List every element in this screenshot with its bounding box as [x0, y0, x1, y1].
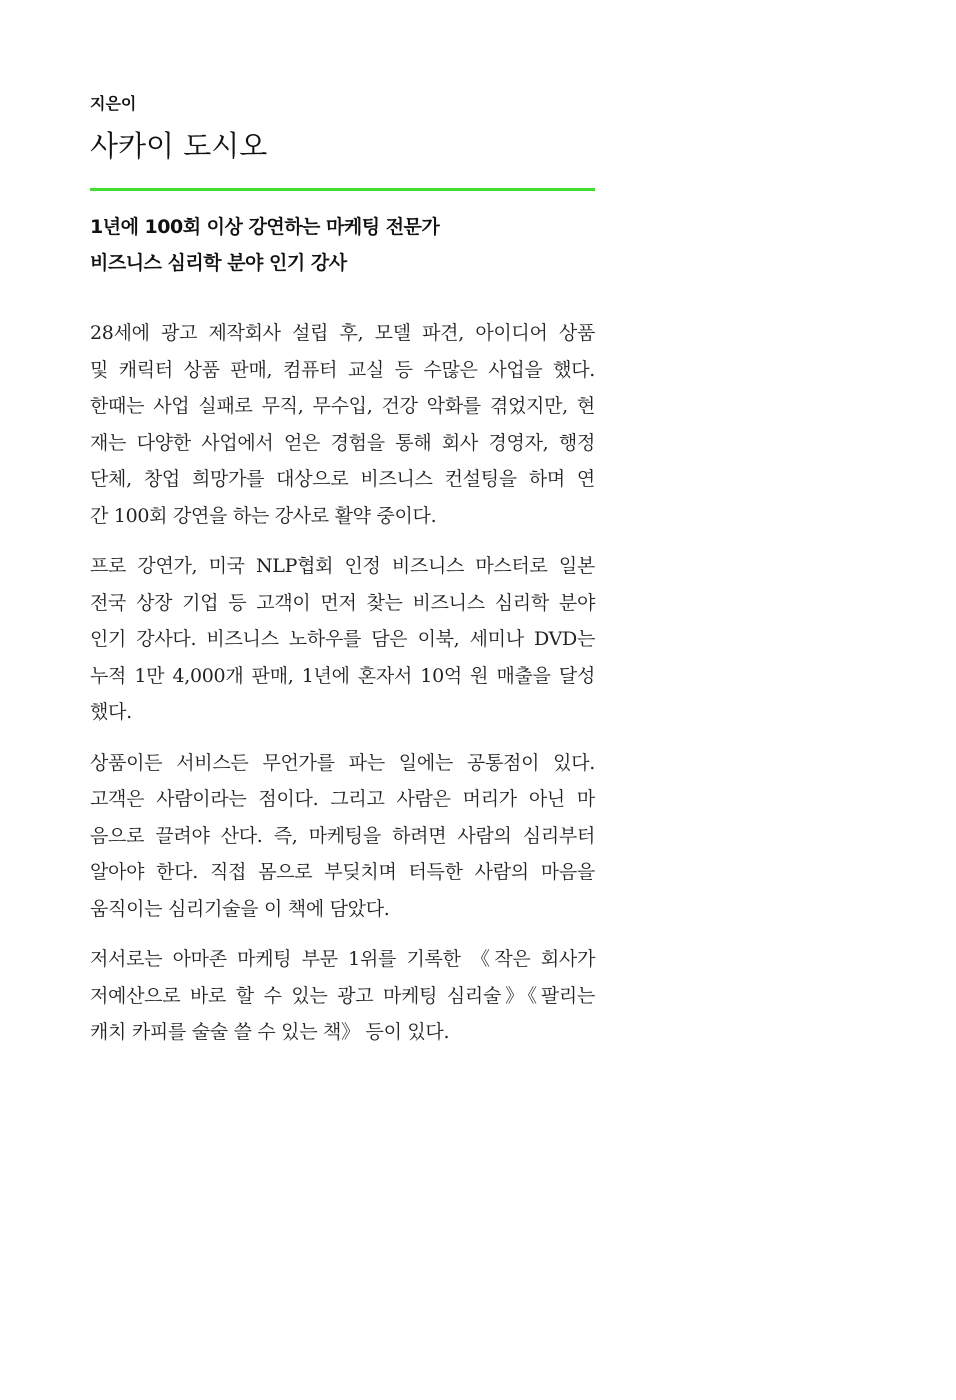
bio-line: 음으로 끌려야 산다. 즉, 마케팅을 하려면 사람의 심리부터: [90, 824, 595, 847]
bio-line: 상품이든 서비스든 무언가를 파는 일에는 공통점이 있다.: [90, 751, 595, 774]
bio-line: 했다.: [90, 701, 132, 723]
tagline: 비즈니스 심리학 분야 인기 강사: [90, 252, 347, 274]
bio-line: 프로 강연가, 미국 NLP협회 인정 비즈니스 마스터로 일본: [90, 555, 595, 577]
bio-line: 누적 1만 4,000개 판매, 1년에 혼자서 10억 원 매출을 달성: [90, 664, 595, 687]
author-page: [90, 94, 595, 1065]
bio-line: 캐치 카피를 술술 쓸 수 있는 책》 등이 있다.: [90, 1021, 450, 1043]
tagline: 1년에 100회 이상 강연하는 마케팅 전문가: [90, 216, 440, 238]
bio-line: 움직이는 심리기술을 이 책에 담았다.: [90, 897, 390, 920]
bio-line: 인기 강사다. 비즈니스 노하우를 담은 이북, 세미나 DVD는: [90, 628, 595, 650]
bio-line: 간 100회 강연을 하는 강사로 활약 중이다.: [90, 504, 437, 527]
bio-line: 저서로는 아마존 마케팅 부문 1위를 기록한 《작은 회사가: [90, 948, 595, 970]
bio-line: 및 캐릭터 상품 판매, 컴퓨터 교실 등 수많은 사업을 했다.: [90, 358, 595, 381]
bio-line: 한때는 사업 실패로 무직, 무수입, 건강 악화를 겪었지만, 현: [90, 395, 595, 417]
bio-line: 전국 상장 기업 등 고객이 먼저 찾는 비즈니스 심리학 분야: [90, 591, 595, 614]
bio-paragraph-2: [90, 548, 595, 731]
bio-line: 저예산으로 바로 할 수 있는 광고 마케팅 심리술》《팔리는: [90, 984, 595, 1007]
bio-line: 단체, 창업 희망가를 대상으로 비즈니스 컨설팅을 하며 연: [90, 468, 595, 490]
bio-line: 28세에 광고 제작회사 설립 후, 모델 파견, 아이디어 상품: [90, 322, 595, 344]
accent-divider: [90, 188, 595, 191]
bio-paragraph-4: [90, 941, 595, 1051]
biography: [90, 315, 595, 1051]
bio-line: 재는 다양한 사업에서 얻은 경험을 통해 회사 경영자, 행정: [90, 431, 595, 454]
author-name: 사카이 도시오: [90, 129, 268, 163]
bio-paragraph-3: [90, 745, 595, 928]
taglines: [90, 209, 595, 281]
bio-paragraph-1: [90, 315, 595, 534]
bio-line: 알아야 한다. 직접 몸으로 부딪치며 터득한 사람의 마음을: [90, 861, 595, 883]
author-label: 지은이: [90, 94, 137, 113]
bio-line: 고객은 사람이라는 점이다. 그리고 사람은 머리가 아닌 마: [90, 788, 595, 810]
